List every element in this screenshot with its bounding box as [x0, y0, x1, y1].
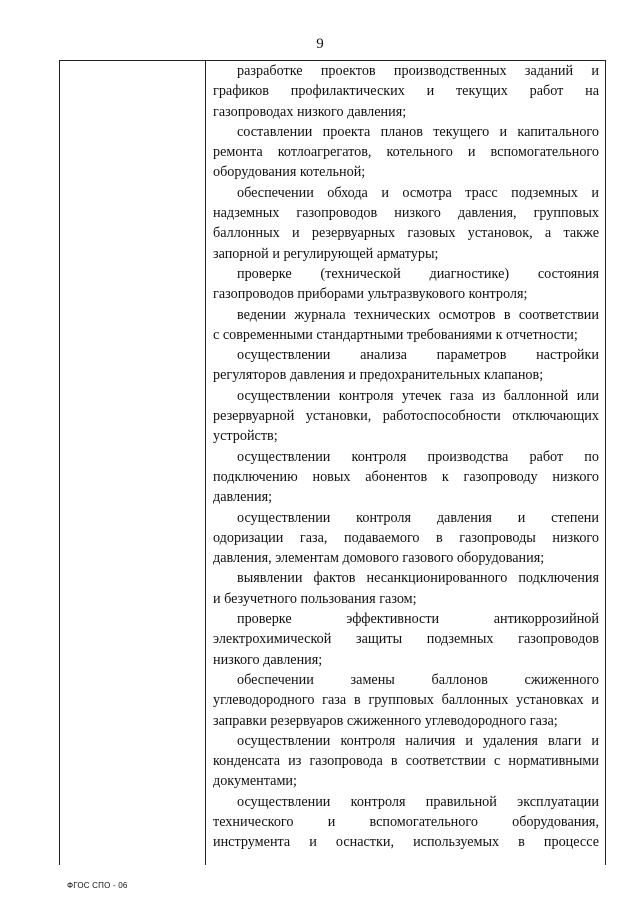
text-line: осуществлении анализа параметров настройки: [237, 347, 599, 364]
text-line: газопроводах низкого давления;: [213, 103, 407, 120]
text-line: выявлении фактов несанкционированного подключения: [237, 570, 599, 587]
list-item: [213, 731, 599, 792]
text-line: давления;: [213, 489, 273, 506]
table-content-cell: [213, 61, 599, 853]
list-item: [213, 183, 599, 264]
text-line: устройств;: [213, 428, 278, 445]
text-line: надземных газопроводов низкого давления, групповых: [213, 205, 599, 222]
text-line: запорной и регулирующей арматуры;: [213, 245, 439, 262]
document-table: [59, 60, 606, 865]
text-line: осуществлении контроля утечек газа из баллонной или: [237, 387, 599, 404]
text-line: осуществлении контроля наличия и удаления влаги и: [237, 732, 599, 749]
list-item: [213, 345, 599, 386]
text-line: с современными стандартными требованиями к отчетности;: [213, 326, 578, 343]
text-line: конденсата из газопровода в соответствии с нормативными: [213, 753, 599, 770]
text-line: обеспечении замены баллонов сжиженного: [237, 671, 599, 688]
text-line: электрохимической защиты подземных газопроводов: [213, 631, 599, 648]
text-line: осуществлении контроля давления и степени: [237, 509, 599, 526]
list-item: [213, 670, 599, 731]
text-line: технического и вспомогательного оборудования,: [213, 813, 599, 830]
page-number: 9: [316, 36, 324, 52]
text-line: углеводородного газа в групповых баллонных установках и: [213, 692, 599, 709]
text-line: разработке проектов производственных заданий и: [237, 63, 599, 79]
text-line: инструмента и оснастки, используемых в процессе: [213, 834, 599, 851]
text-line: низкого давления;: [213, 651, 323, 668]
text-line: проверке эффективности антикоррозийной: [237, 611, 599, 628]
text-line: осуществлении контроля правильной эксплуатации: [237, 793, 599, 810]
text-line: графиков профилактических и текущих работ на: [213, 83, 599, 100]
text-line: давления, элементам домового газового оборудования;: [213, 550, 545, 567]
text-line: баллонных и резервуарных газовых установок, а также: [213, 225, 599, 242]
list-item: [213, 568, 599, 609]
text-line: составлении проекта планов текущего и капитального: [237, 123, 599, 140]
text-line: газопроводов приборами ультразвукового контроля;: [213, 286, 528, 303]
text-line: осуществлении контроля производства работ по: [237, 448, 599, 465]
footer-label: ФГОС СПО - 06: [67, 881, 128, 890]
text-line: документами;: [213, 773, 297, 790]
text-line: ведении журнала технических осмотров в соответствии: [237, 306, 599, 323]
column-divider: [205, 61, 206, 865]
list-item: [213, 386, 599, 447]
text-line: подключению новых абонентов к газопроводу низкого: [213, 468, 599, 485]
text-line: ремонта котлоагрегатов, котельного и вспомогательного: [213, 144, 599, 161]
text-line: обеспечении обхода и осмотра трасс подземных и: [237, 184, 599, 201]
list-item: [213, 305, 599, 346]
list-item: [213, 61, 599, 122]
text-line: проверке (технической диагностике) состояния: [237, 265, 599, 282]
text-line: заправки резервуаров сжиженного углеводородного газа;: [213, 712, 558, 729]
list-item: [213, 122, 599, 183]
text-line: оборудования котельной;: [213, 164, 366, 181]
text-line: одоризации газа, подаваемого в газопроводы низкого: [213, 529, 599, 546]
list-item: [213, 447, 599, 508]
text-line: резервуарной установки, работоспособности отключающих: [213, 408, 599, 425]
list-item: [213, 264, 599, 305]
list-item: [213, 609, 599, 670]
text-line: и безучетного пользования газом;: [213, 590, 417, 607]
list-item: [213, 508, 599, 569]
text-line: регуляторов давления и предохранительных клапанов;: [213, 367, 544, 384]
list-item: [213, 792, 599, 853]
